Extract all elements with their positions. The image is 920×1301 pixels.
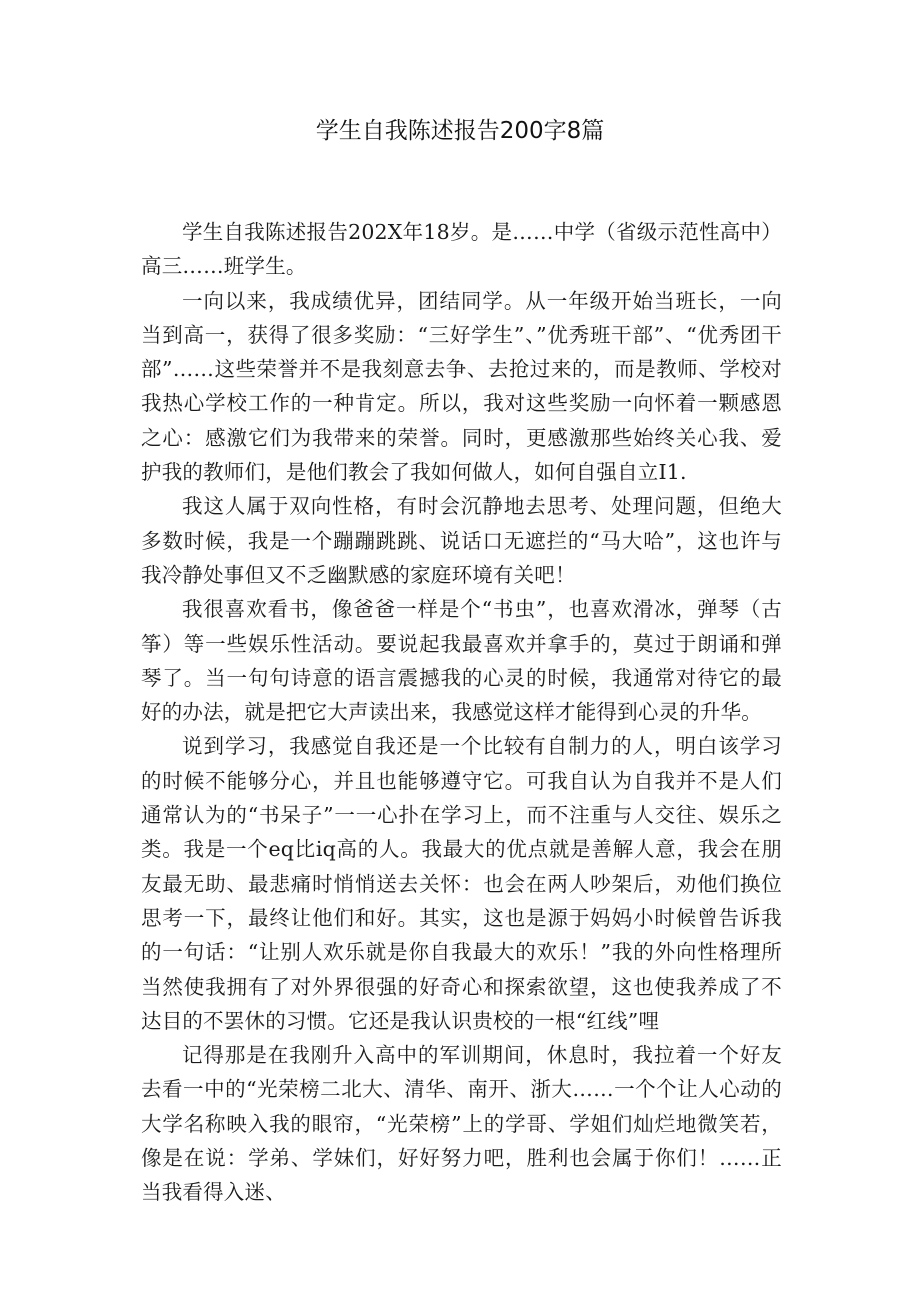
paragraph: 说到学习，我感觉自我还是一个比较有自制力的人，明白该学习的时候不能够分心，并且也能够遵守它。可我自认为自我并不是人们通常认为的“书呆子”一一心扑在学习上，而不注重与人交往、娱乐之类。我是一个eq比iq高的人。我最大的优点就是善解人意，我会在朋友最无助、最悲痛时悄悄送去关怀：也会在两人吵架后，劝他们换位思考一下，最终让他们和好。其实，这也是源于妈妈小时候曾告诉我的一句话：“让别人欢乐就是你自我最大的欢乐！”我的外向性格理所当然使我拥有了对外界很强的好奇心和探索欲望，这也使我养成了不达目的不罢休的习惯。它还是我认识贵校的一根“红线”哩 [141,734,782,1033]
document-body [141,215,782,1210]
paragraph: 一向以来，我成绩优异，团结同学。从一年级开始当班长，一向当到高一，获得了很多奖励：“三好学生”、”优秀班干部”、“优秀团干部”……这些荣誉并不是我刻意去争、去抢过来的，而是教师、学校对我热心学校工作的一种肯定。所以，我对这些奖励一向怀着一颗感恩之心：感激它们为我带来的荣誉。同时，更感激那些始终关心我、爱护我的教师们，是他们教会了我如何做人，如何自强自立I1. [141,288,782,485]
paragraph: 我这人属于双向性格，有时会沉静地去思考、处理问题，但绝大多数时候，我是一个蹦蹦跳跳、说话口无遮拦的“马大哈”，这也许与我冷静处事但又不乏幽默感的家庭环境有关吧！ [141,494,782,587]
document-title: 学生自我陈述报告200字8篇 [315,118,605,144]
paragraph: 我很喜欢看书，像爸爸一样是个“书虫”，也喜欢滑冰，弹琴（古筝）等一些娱乐性活动。要说起我最喜欢并拿手的，莫过于朗诵和弹琴了。当一句句诗意的语言震撼我的心灵的时候，我通常对待它的最好的办法，就是把它大声读出来，我感觉这样才能得到心灵的升华。 [141,597,782,725]
paragraph: 记得那是在我刚升入高中的军训期间，休息时，我拉着一个好友去看一中的“光荣榜二北大、清华、南开、浙大……一个个让人心动的大学名称映入我的眼帘，“光荣榜”上的学哥、学姐们灿烂地微笑若，像是在说：学弟、学妹们，好好努力吧，胜利也会属于你们！……正当我看得入迷、 [141,1043,782,1205]
paragraph: 学生自我陈述报告202X年18岁。是……中学（省级示范性高中）高三……班学生。 [141,220,782,279]
